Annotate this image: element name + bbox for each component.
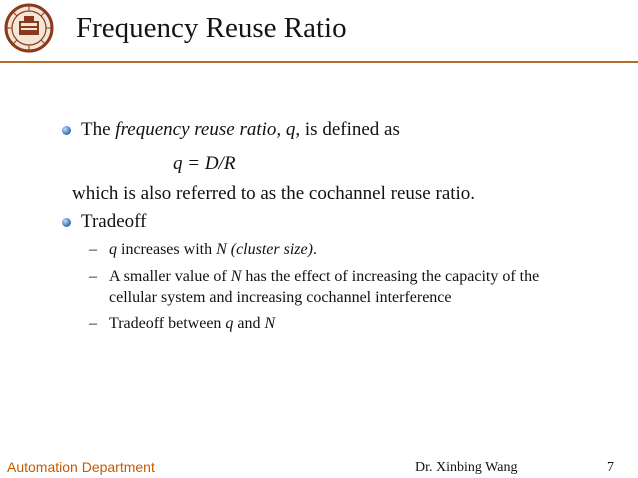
text-segment: , xyxy=(276,119,286,140)
text-segment: Tradeoff between xyxy=(109,315,226,332)
equation-text: q = D/R xyxy=(173,153,236,174)
sub-bullet-2-line1 xyxy=(109,268,539,286)
footer-author: Dr. Xinbing Wang xyxy=(415,460,518,475)
variable-n: N xyxy=(264,315,276,332)
term-frequency-reuse-ratio: frequency reuse ratio xyxy=(115,119,277,140)
dash-marker: – xyxy=(89,315,97,332)
dash-marker: – xyxy=(89,241,97,258)
bullet-definition xyxy=(81,119,400,141)
continuation-text: which is also referred to as the cochannel reuse ratio. xyxy=(72,183,476,204)
bullet-icon xyxy=(62,126,71,135)
bullet-icon xyxy=(62,218,71,227)
sub-bullet-3 xyxy=(109,315,275,333)
variable-n: N xyxy=(230,268,242,285)
slide-title: Frequency Reuse Ratio xyxy=(76,12,347,44)
footer-department: Automation Department xyxy=(7,459,155,475)
variable-q: q xyxy=(109,241,117,258)
sub-bullet-1 xyxy=(109,241,317,259)
sub-bullet-2-line2: cellular system and increasing cochannel interference xyxy=(109,289,452,306)
variable-q: q xyxy=(225,315,234,332)
text-segment: increases with xyxy=(117,241,217,258)
cluster-size-text: N (cluster size) xyxy=(216,241,313,258)
text-segment: A smaller value of xyxy=(109,268,231,285)
dash-marker: – xyxy=(89,268,97,285)
text-segment: The xyxy=(81,119,116,140)
variable-q: q xyxy=(285,119,296,140)
page-number: 7 xyxy=(607,460,614,475)
text-segment: has the effect of increasing the capacity of the xyxy=(241,268,540,285)
bullet-tradeoff: Tradeoff xyxy=(81,211,147,232)
equation xyxy=(173,153,235,175)
text-segment: , is defined as xyxy=(295,119,400,140)
text-segment: . xyxy=(312,241,317,258)
text-segment: and xyxy=(233,315,265,332)
